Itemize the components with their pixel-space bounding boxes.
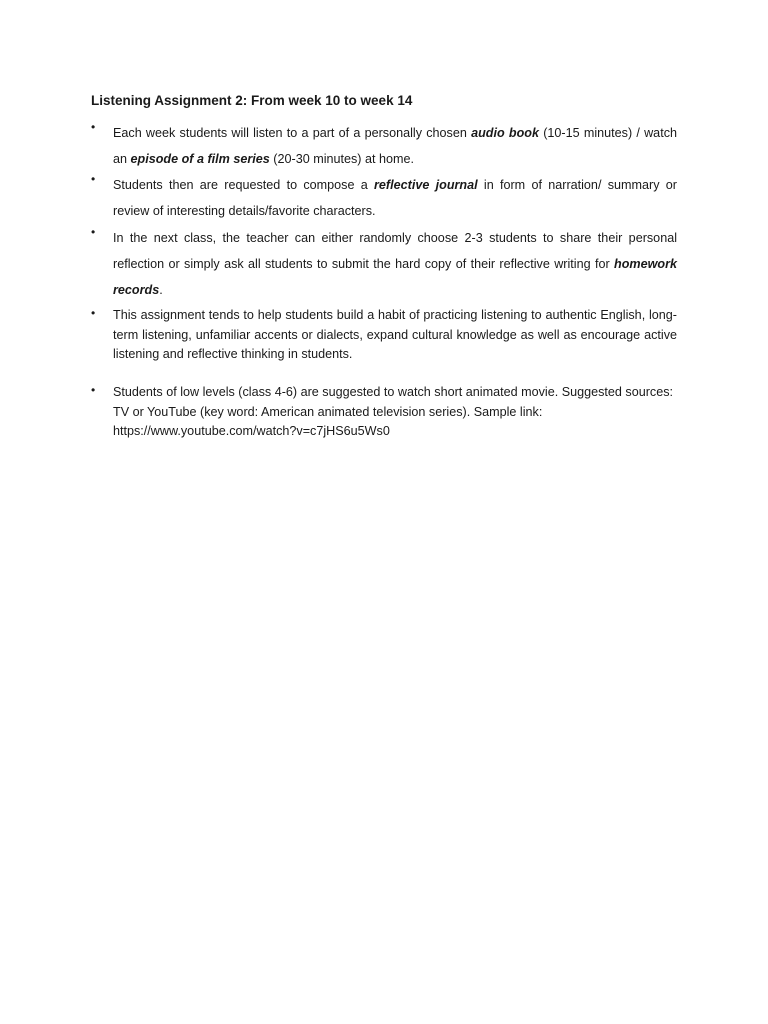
bullet-icon: •: [91, 172, 96, 186]
list-item-text: This assignment tends to help students build a habit of practicing listening to authentic English, long-term listening, unfamiliar accents or dialects, expand cultural knowledge as well as encourage active listening and reflective thinking in students.: [113, 308, 677, 361]
bullet-icon: •: [91, 383, 96, 397]
emphasis-homework-records: homework records: [113, 257, 677, 297]
assignment-heading: Listening Assignment 2: From week 10 to week 14: [91, 93, 413, 108]
list-item-text: Each week students will listen to a part of a personally chosen audio book (10-15 minutes) / watch an episode of a film series (20-30 minutes) at home.: [113, 126, 677, 166]
emphasis-episode-film-series: episode of a film series: [130, 152, 270, 166]
emphasis-reflective-journal: reflective journal: [374, 178, 478, 192]
bullet-icon: •: [91, 120, 96, 134]
emphasis-audio-book: audio book: [471, 126, 539, 140]
list-item-text: Students of low levels (class 4-6) are suggested to watch short animated movie. Suggested sources: TV or YouTube (key word: American animated television series). Sample link: https://www.youtube.com/watch?v=c7jHS6u5Ws0: [113, 385, 674, 438]
bullet-icon: •: [91, 225, 96, 239]
list-item-text: In the next class, the teacher can either randomly choose 2-3 students to share their personal reflection or simply ask all students to submit the hard copy of their reflective writing for homework records.: [113, 231, 677, 297]
bullet-icon: •: [91, 306, 96, 320]
list-item-text: Students then are requested to compose a reflective journal in form of narration/ summary or review of interesting details/favorite characters.: [113, 178, 677, 218]
